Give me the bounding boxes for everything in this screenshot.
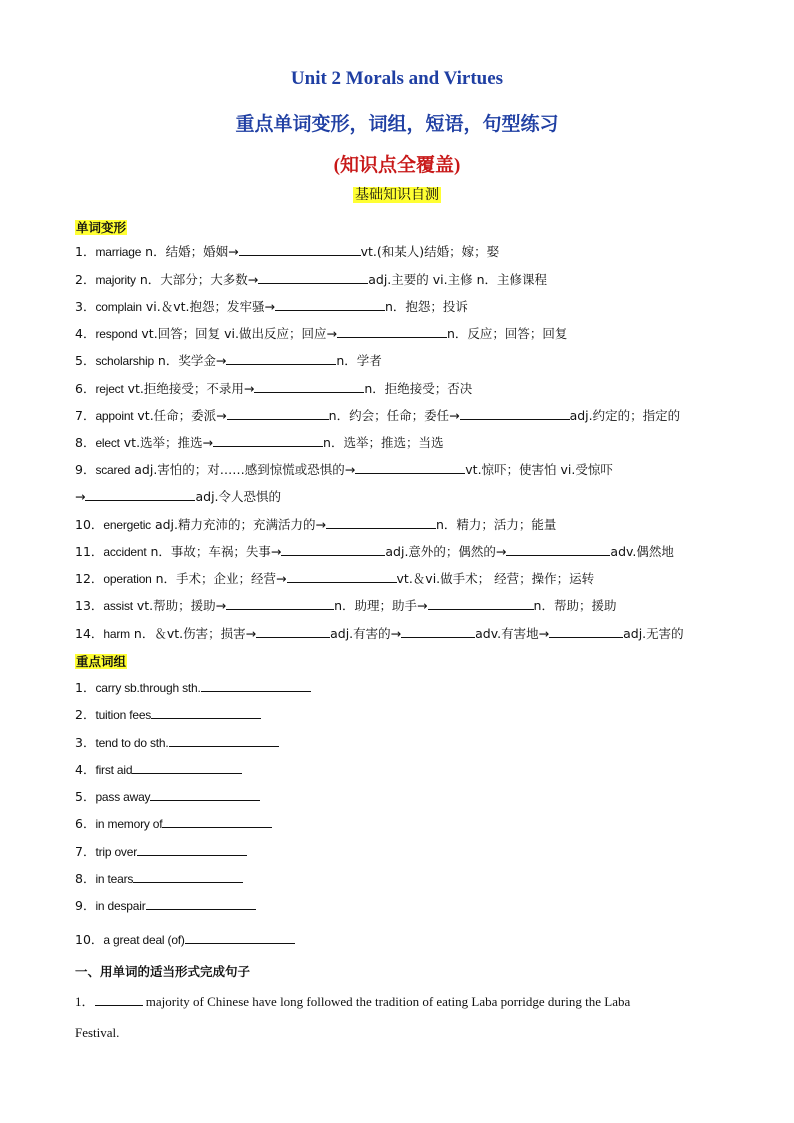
item-number: 8． bbox=[75, 435, 96, 450]
definition: n．手术；企业；经营→ bbox=[151, 571, 287, 586]
item-number: 1． bbox=[75, 994, 95, 1009]
answer-blank[interactable] bbox=[137, 843, 247, 856]
answer-blank[interactable] bbox=[146, 897, 256, 910]
phrase-item bbox=[75, 815, 725, 833]
item-number: 5． bbox=[75, 789, 96, 804]
phrase-item bbox=[75, 870, 725, 888]
section-heading-phrases-text: 重点词组 bbox=[76, 654, 127, 669]
headword: energetic bbox=[103, 518, 151, 532]
answer-blank[interactable] bbox=[428, 597, 534, 610]
phrase-item bbox=[75, 788, 725, 806]
exercise-sentence bbox=[75, 993, 725, 1011]
definition: vt.帮助；援助→ bbox=[132, 598, 227, 613]
phrase-text: tuition fees bbox=[95, 708, 152, 722]
definition: → bbox=[75, 489, 86, 504]
target-definition: vt.惊吓；使害怕 vi.受惊吓 bbox=[465, 462, 613, 477]
headword: marriage bbox=[95, 245, 142, 259]
word-form-item bbox=[75, 325, 725, 343]
answer-blank[interactable] bbox=[150, 788, 260, 801]
item-number: 7． bbox=[75, 844, 96, 859]
word-form-item bbox=[75, 461, 725, 479]
answer-blank[interactable] bbox=[401, 625, 475, 638]
item-number: 8． bbox=[75, 871, 96, 886]
answer-blank[interactable] bbox=[460, 407, 570, 420]
answer-blank[interactable] bbox=[227, 407, 329, 420]
item-number: 12． bbox=[75, 571, 104, 586]
definition: vt.回答；回复 vi.做出反应；回应→ bbox=[137, 326, 337, 341]
phrase-text: pass away bbox=[95, 790, 151, 804]
headword: appoint bbox=[95, 409, 134, 423]
item-number: 1． bbox=[75, 680, 96, 695]
answer-blank[interactable] bbox=[254, 380, 364, 393]
headword: scholarship bbox=[95, 354, 154, 368]
definition: vt.选举；推选→ bbox=[119, 435, 214, 450]
target-definition: adj.主要的 vi.主修 n．主修课程 bbox=[368, 272, 547, 287]
phrase-text: in despair bbox=[95, 899, 146, 913]
item-number: 7． bbox=[75, 408, 96, 423]
definition: adj.害怕的；对……感到惊慌或恐惧的→ bbox=[130, 462, 356, 477]
section-heading-phrases bbox=[75, 652, 127, 670]
answer-blank[interactable] bbox=[275, 298, 385, 311]
item-number: 9． bbox=[75, 898, 96, 913]
headword: operation bbox=[103, 572, 152, 586]
coverage-note: (知识点全覆盖) bbox=[333, 155, 461, 176]
target-definition: n．反应；回答；回复 bbox=[446, 326, 568, 341]
phrase-item bbox=[75, 734, 725, 752]
phrase-text: a great deal (of) bbox=[103, 933, 185, 947]
definition: vt.拒绝接受；不录用→ bbox=[123, 381, 255, 396]
phrase-item bbox=[75, 679, 725, 697]
item-number: 10． bbox=[75, 932, 104, 947]
phrase-item bbox=[75, 897, 725, 915]
headword: scared bbox=[95, 463, 131, 477]
definition: n．奖学金→ bbox=[153, 353, 227, 368]
definition: n．＆vt.伤害；损害→ bbox=[129, 626, 257, 641]
sentence-text: majority of Chinese have long followed the tradition of eating Laba porridge during the Laba bbox=[142, 994, 631, 1009]
answer-blank[interactable] bbox=[258, 271, 368, 284]
exercise-sentence-continued: Festival. bbox=[75, 1025, 120, 1040]
answer-blank[interactable] bbox=[162, 815, 272, 828]
item-number: 6． bbox=[75, 381, 96, 396]
headword: majority bbox=[95, 273, 136, 287]
phrase-text: first aid bbox=[95, 763, 133, 777]
section-heading-word-forms-text: 单词变形 bbox=[76, 220, 127, 235]
word-form-item bbox=[75, 407, 725, 425]
item-number: 1． bbox=[75, 244, 96, 259]
answer-blank[interactable] bbox=[239, 243, 361, 256]
target-definition: n．约会；任命；委任→ bbox=[328, 408, 460, 423]
answer-blank[interactable] bbox=[151, 706, 261, 719]
headword: elect bbox=[95, 436, 120, 450]
target-definition: n．助理；助手→ bbox=[334, 598, 428, 613]
headword: reject bbox=[95, 382, 124, 396]
item-number: 4． bbox=[75, 326, 96, 341]
definition: adj.精力充沛的；充满活力的→ bbox=[150, 517, 326, 532]
answer-blank[interactable] bbox=[281, 543, 385, 556]
phrase-item bbox=[75, 843, 725, 861]
item-number: 14． bbox=[75, 626, 104, 641]
item-number: 2． bbox=[75, 707, 96, 722]
word-form-item bbox=[75, 597, 725, 615]
target-definition: n．帮助；援助 bbox=[533, 598, 617, 613]
item-number: 10． bbox=[75, 517, 104, 532]
target-definition: n．精力；活力；能量 bbox=[435, 517, 557, 532]
target-definition: adv.偶然地 bbox=[610, 544, 674, 559]
word-form-item bbox=[75, 271, 725, 289]
answer-blank[interactable] bbox=[85, 488, 195, 501]
word-form-item bbox=[75, 543, 725, 561]
phrase-text: in memory of bbox=[95, 817, 163, 831]
answer-blank[interactable] bbox=[226, 597, 334, 610]
phrase-text: tend to do sth. bbox=[95, 736, 169, 750]
target-definition: vt.＆vi.做手术； 经营；操作；运转 bbox=[396, 571, 595, 586]
headword: respond bbox=[95, 327, 138, 341]
word-form-item bbox=[75, 434, 725, 452]
word-form-item bbox=[75, 570, 725, 588]
definition: n．结婚；婚姻→ bbox=[141, 244, 239, 259]
target-definition: adv.有害地→ bbox=[475, 626, 550, 641]
phrase-text: in tears bbox=[95, 872, 134, 886]
item-number: 2． bbox=[75, 272, 96, 287]
answer-blank[interactable] bbox=[169, 734, 279, 747]
self-test-badge bbox=[0, 184, 794, 204]
phrase-item bbox=[75, 931, 725, 949]
headword: complain bbox=[95, 300, 142, 314]
word-form-item bbox=[75, 298, 725, 316]
headword: accident bbox=[103, 545, 147, 559]
item-number: 5． bbox=[75, 353, 96, 368]
definition: n．大部分；大多数→ bbox=[135, 272, 259, 287]
page-subtitle: 重点单词变形，词组，短语，句型练习 bbox=[235, 114, 559, 135]
target-definition: vt.(和某人)结婚；嫁；娶 bbox=[360, 244, 500, 259]
section-heading-word-forms bbox=[75, 218, 127, 236]
word-form-item bbox=[75, 243, 725, 261]
target-definition: adj.意外的；偶然的→ bbox=[385, 544, 507, 559]
answer-blank[interactable] bbox=[549, 625, 623, 638]
definition: vt.任命；委派→ bbox=[133, 408, 227, 423]
answer-blank[interactable] bbox=[506, 543, 610, 556]
answer-blank[interactable] bbox=[133, 870, 243, 883]
target-definition: adj.约定的；指定的 bbox=[569, 408, 681, 423]
answer-blank[interactable] bbox=[185, 931, 295, 944]
target-definition: adj.令人恐惧的 bbox=[195, 489, 282, 504]
item-number: 9． bbox=[75, 462, 96, 477]
answer-blank[interactable] bbox=[355, 461, 465, 474]
target-definition: adj.有害的→ bbox=[330, 626, 402, 641]
item-number: 3． bbox=[75, 299, 96, 314]
phrase-item bbox=[75, 706, 725, 724]
answer-blank[interactable] bbox=[95, 993, 143, 1006]
answer-blank[interactable] bbox=[201, 679, 311, 692]
self-test-badge-text: 基础知识自测 bbox=[355, 187, 439, 203]
answer-blank[interactable] bbox=[213, 434, 323, 447]
section-heading-exercise: 一、用单词的适当形式完成句子 bbox=[75, 964, 251, 979]
answer-blank[interactable] bbox=[337, 325, 447, 338]
item-number: 13． bbox=[75, 598, 104, 613]
answer-blank[interactable] bbox=[256, 625, 330, 638]
answer-blank[interactable] bbox=[287, 570, 397, 583]
target-definition: n．拒绝接受；否决 bbox=[364, 381, 473, 396]
phrase-text: trip over bbox=[95, 845, 138, 859]
target-definition: n．抱怨；投诉 bbox=[384, 299, 468, 314]
answer-blank[interactable] bbox=[132, 761, 242, 774]
word-form-item bbox=[75, 488, 725, 506]
headword: assist bbox=[103, 599, 133, 613]
item-number: 11． bbox=[75, 544, 104, 559]
phrase-item bbox=[75, 761, 725, 779]
item-number: 4． bbox=[75, 762, 96, 777]
answer-blank[interactable] bbox=[326, 516, 436, 529]
item-number: 6． bbox=[75, 816, 96, 831]
answer-blank[interactable] bbox=[226, 352, 336, 365]
word-form-item bbox=[75, 625, 725, 643]
page-title: Unit 2 Morals and Virtues bbox=[290, 68, 504, 89]
word-form-item bbox=[75, 380, 725, 398]
headword: harm bbox=[103, 627, 130, 641]
target-definition: n．学者 bbox=[336, 353, 382, 368]
definition: n．事故；车祸；失事→ bbox=[146, 544, 282, 559]
word-form-item bbox=[75, 352, 725, 370]
item-number: 3． bbox=[75, 735, 96, 750]
target-definition: n．选举；推选；当选 bbox=[323, 435, 444, 450]
target-definition: adj.无害的 bbox=[623, 626, 684, 641]
word-form-item bbox=[75, 516, 725, 534]
definition: vi.＆vt.抱怨；发牢骚→ bbox=[141, 299, 275, 314]
phrase-text: carry sb.through sth. bbox=[95, 681, 201, 695]
